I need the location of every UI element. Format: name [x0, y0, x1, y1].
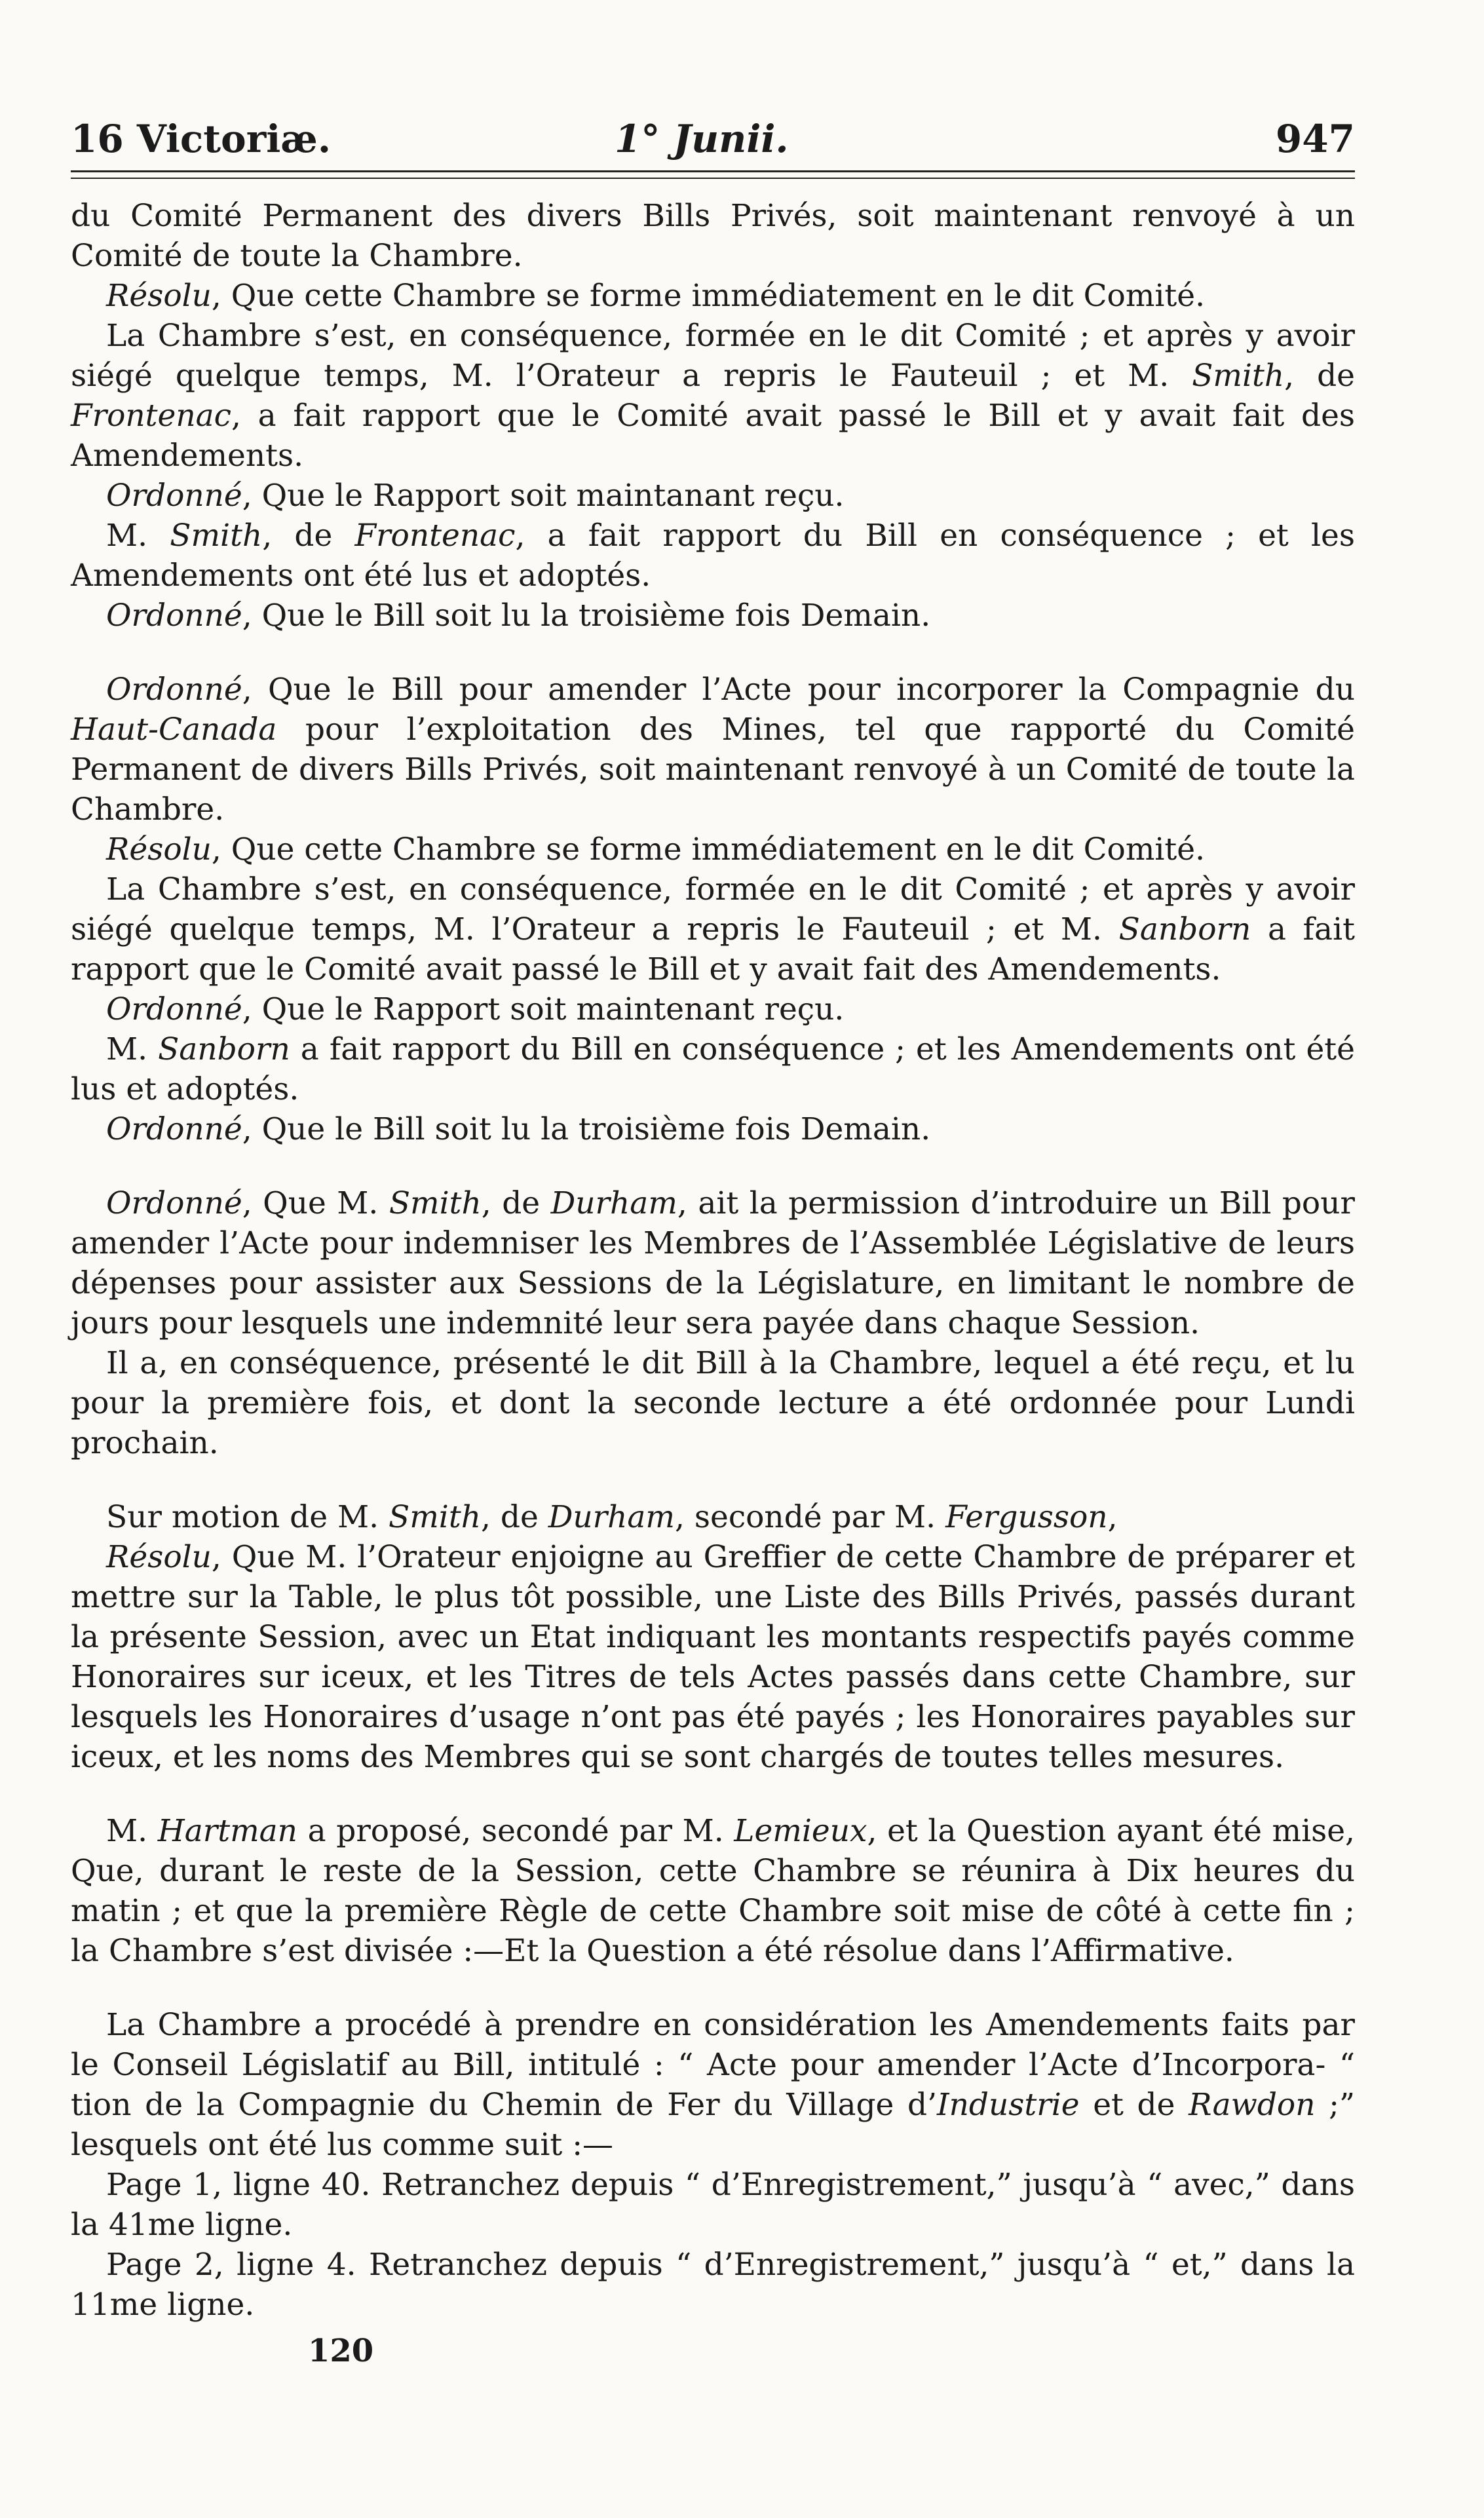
paragraph: La Chambre s’est, en conséquence, formée en le dit Comité ; et après y avoir siégé quelque temps, M. l’Orateur a repris le Fauteuil ; et M. Smith, de Frontenac, a fait rapport que le Comité avait passé le Bill et y avait fait des Amendements.: [71, 318, 1355, 474]
paragraph: La Chambre s’est, en conséquence, formée en le dit Comité ; et après y avoir siégé quelque temps, M. l’Orateur a repris le Fauteuil ; et M. Sanborn a fait rapport que le Comité avait passé le Bill et y avait fait des Amendements.: [71, 871, 1355, 987]
paragraph: M. Hartman a proposé, secondé par M. Lemieux, et la Question ayant été mise, Que, durant le reste de la Session, cette Chambre se réunira à Dix heures du matin ; et que la première Règle de cette Chambre soit mise de côté à cette fin ; la Chambre s’est divisée :—Et la Question a été résolue dans l’Affirmative.: [71, 1813, 1355, 1969]
paragraph: Résolu, Que cette Chambre se forme immédiatement en le dit Comité.: [106, 831, 1206, 868]
paragraph: Page 2, ligne 4. Retranchez depuis “ d’Enregistrement,” jusqu’à “ et,” dans la 11me ligne.: [71, 2247, 1355, 2323]
paragraph: Ordonné, Que le Bill pour amender l’Acte pour incorporer la Compagnie du Haut-Canada pour l’exploitation des Mines, tel que rapporté du Comité Permanent de divers Bills Privés, soit maintenant renvoyé à un Comité de toute la Chambre.: [71, 672, 1355, 828]
paragraph: du Comité Permanent des divers Bills Privés, soit maintenant renvoyé à un Comité de toute la Chambre.: [71, 198, 1355, 274]
paragraph: Ordonné, Que le Rapport soit maintenant reçu.: [106, 991, 845, 1027]
page-number: 947: [1275, 117, 1355, 161]
paragraph: Page 1, ligne 40. Retranchez depuis “ d’Enregistrement,” jusqu’à “ avec,” dans la 41me ligne.: [71, 2167, 1355, 2243]
paragraph: M. Sanborn a fait rapport du Bill en conséquence ; et les Amendements ont été lus et adoptés.: [71, 1031, 1355, 1107]
paragraph: Résolu, Que M. l’Orateur enjoigne au Greffier de cette Chambre de préparer et mettre sur la Table, le plus tôt possible, une Liste des Bills Privés, passés durant la présente Session, avec un Etat indiquant les montants respectifs payés comme Honoraires sur iceux, et les Titres de tels Actes passés dans cette Chambre, sur lesquels les Honoraires d’usage n’ont pas été payés ; les Honoraires payables sur iceux, et les noms des Membres qui se sont chargés de toutes telles mesures.: [71, 1539, 1355, 1775]
header-rule: [71, 170, 1355, 179]
signature-mark: 120: [308, 2333, 374, 2369]
document-page: [71, 98, 1355, 2325]
header-session: 16 Victoriæ.: [71, 117, 332, 161]
paragraph: Ordonné, Que M. Smith, de Durham, ait la permission d’introduire un Bill pour amender l’Acte pour indemniser les Membres de l’Assemblée Législative de leurs dépenses pour assister aux Sessions de la Législature, en limitant le nombre de jours pour lesquels une indemnité leur sera payée dans chaque Session.: [71, 1185, 1355, 1341]
paragraph: Il a, en conséquence, présenté le dit Bill à la Chambre, lequel a été reçu, et lu pour la première fois, et dont la seconde lecture a été ordonnée pour Lundi prochain.: [71, 1345, 1355, 1461]
page-header: [71, 98, 1355, 170]
paragraph: Résolu, Que cette Chambre se forme immédiatement en le dit Comité.: [106, 278, 1206, 314]
paragraph: M. Smith, de Frontenac, a fait rapport du Bill en conséquence ; et les Amendements ont été lus et adoptés.: [71, 518, 1355, 594]
paragraph: Ordonné, Que le Bill soit lu la troisième fois Demain.: [106, 1111, 931, 1147]
paragraph: La Chambre a procédé à prendre en considération les Amendements faits par le Conseil Législatif au Bill, intitulé : “ Acte pour amender l’Acte d’Incorpora- “ tion de la Compagnie du Chemin de Fer du Village d’Industrie et de Rawdon ;” lesquels ont été lus comme suit :—: [71, 2007, 1355, 2163]
header-date: 1° Junii.: [615, 117, 789, 161]
paragraph: Ordonné, Que le Rapport soit maintanant reçu.: [106, 478, 845, 514]
paragraph: Ordonné, Que le Bill soit lu la troisième fois Demain.: [106, 598, 931, 634]
body-text: [71, 196, 1355, 2325]
paragraph: Sur motion de M. Smith, de Durham, secondé par M. Fergusson,: [106, 1499, 1118, 1535]
